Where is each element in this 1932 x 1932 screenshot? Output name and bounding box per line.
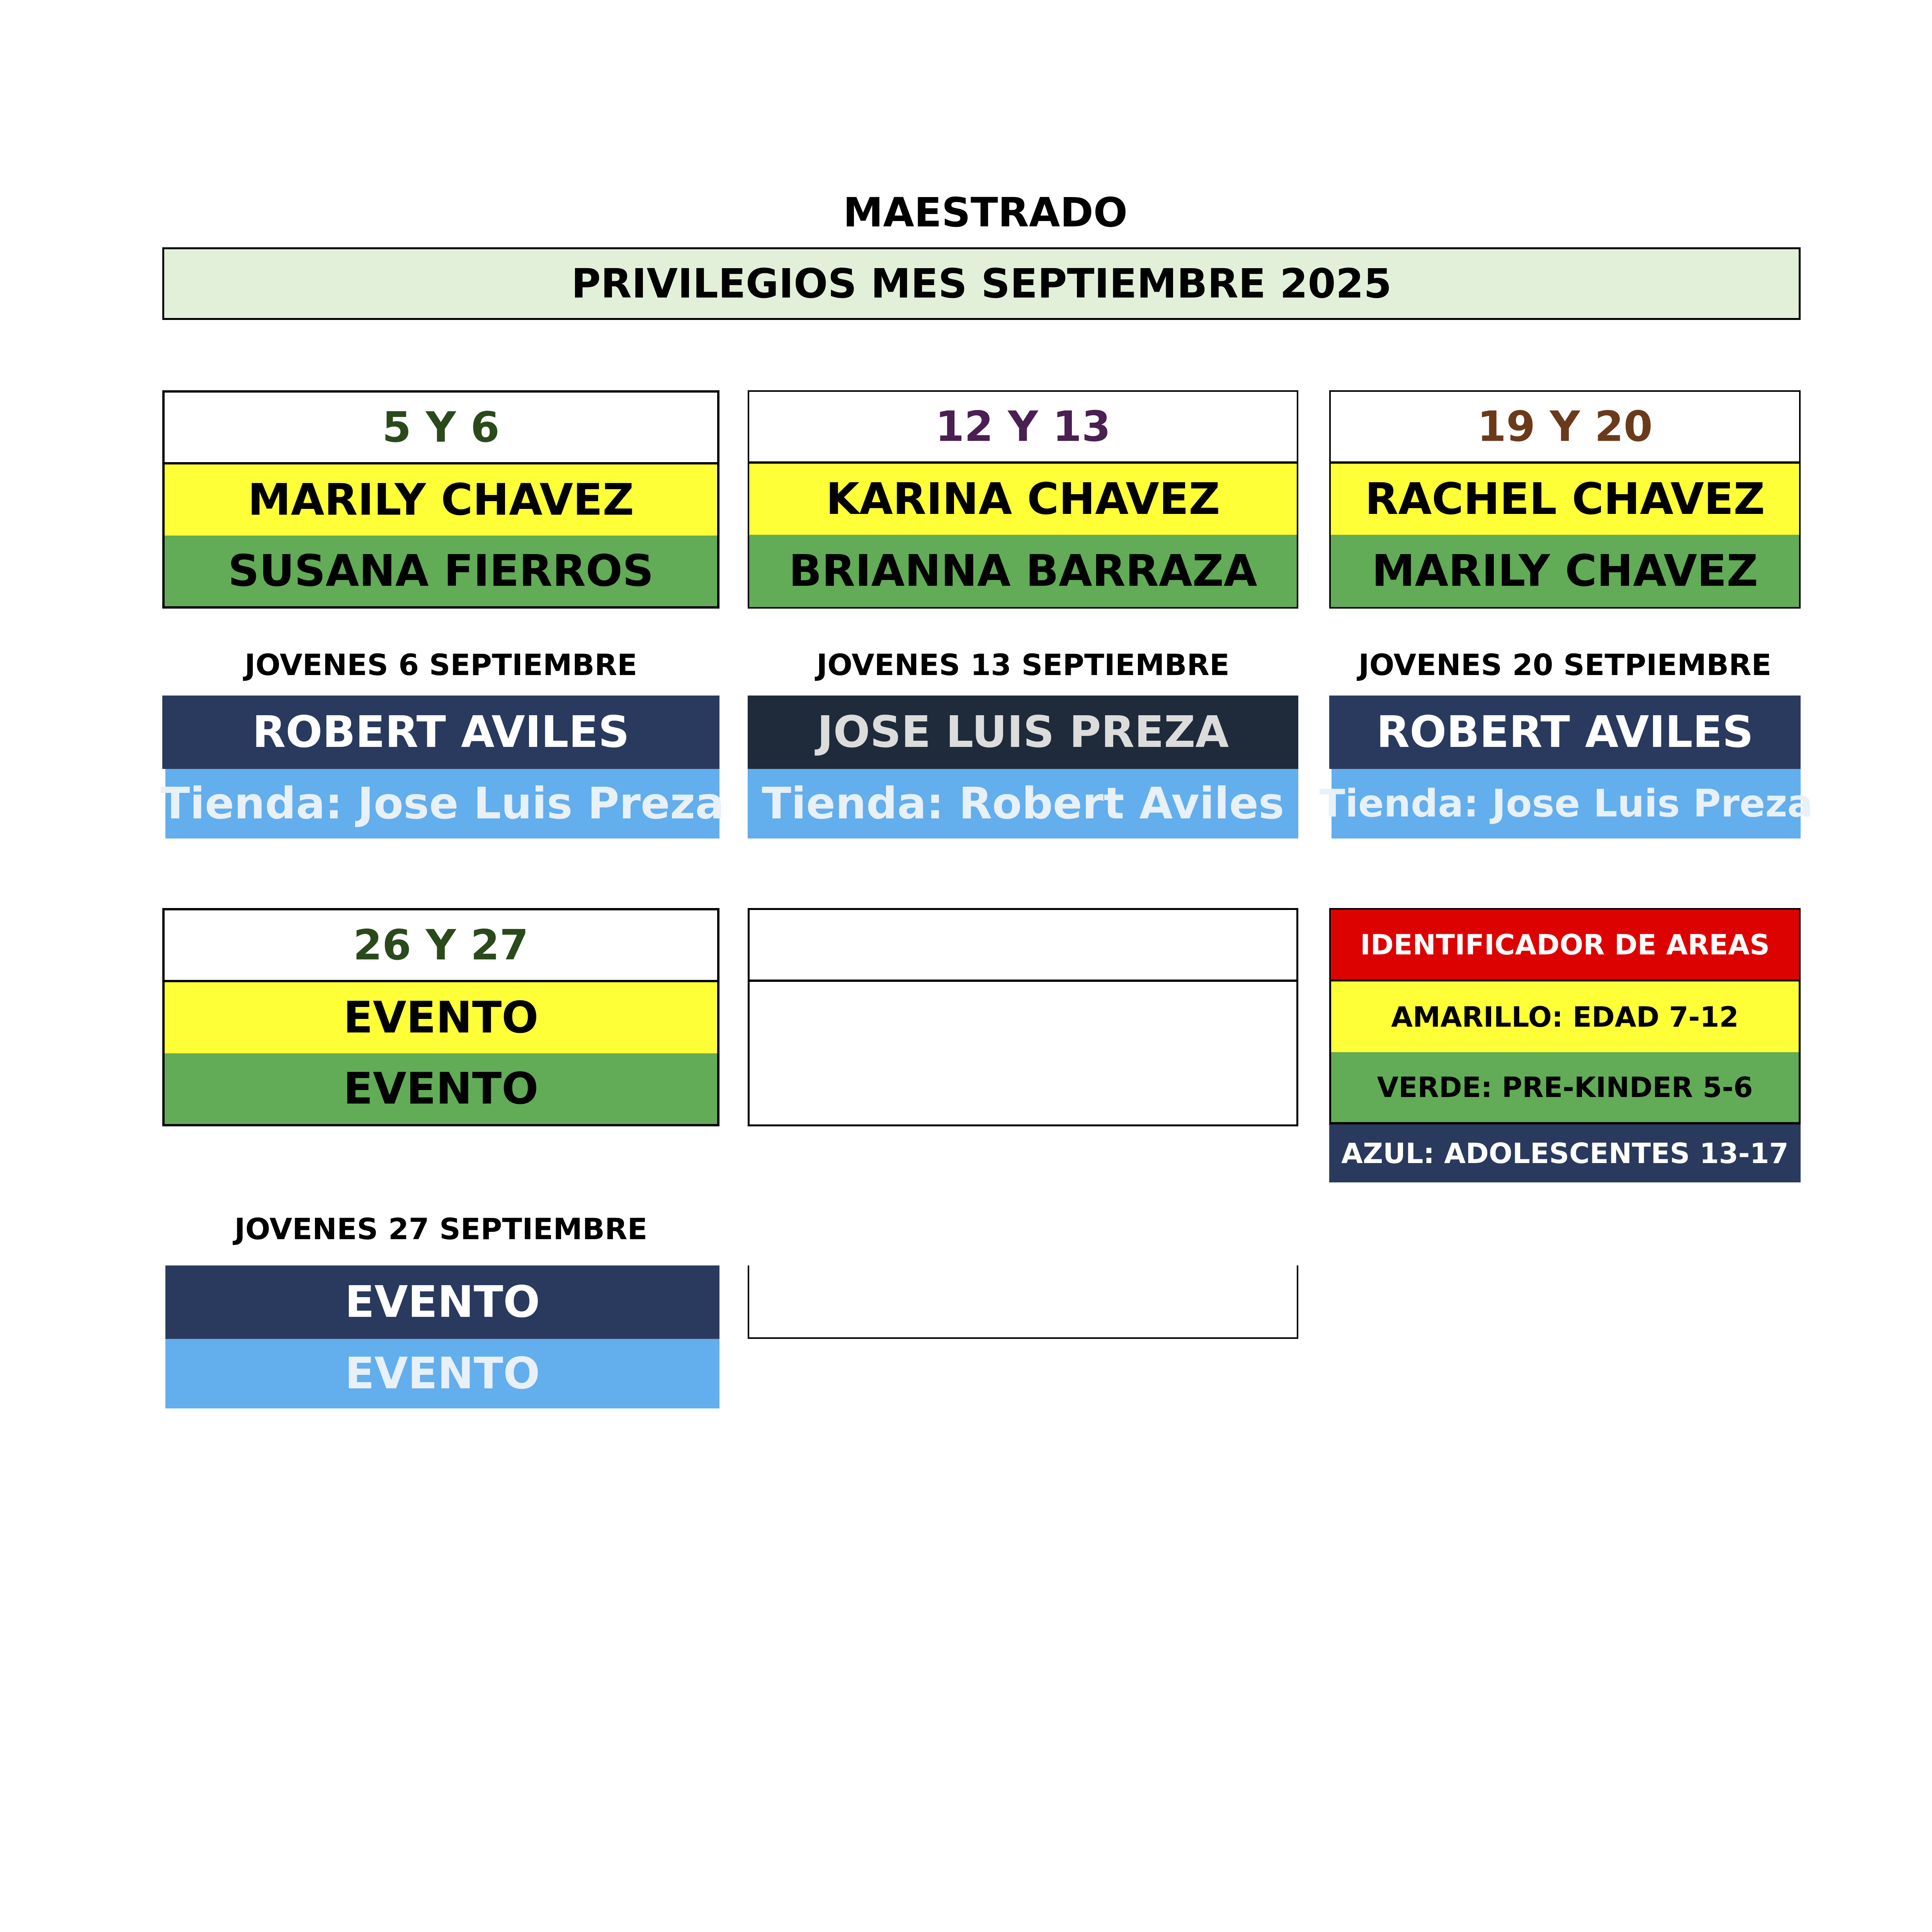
tienda-name: EVENTO [165, 1339, 719, 1408]
jovenes-name: ROBERT AVILES [1329, 696, 1801, 769]
jovenes-label: JOVENES 27 SEPTIEMBRE [234, 1211, 648, 1246]
tienda-name: Tienda: Robert Aviles [748, 769, 1298, 838]
week-dates: 26 Y 27 [165, 910, 717, 980]
yellow-area-name: KARINA CHAVEZ [749, 461, 1297, 535]
legend-blue: AZUL: ADOLESCENTES 13-17 [1329, 1124, 1801, 1182]
green-area-name: SUSANA FIERROS [165, 536, 717, 606]
empty-jovenes-block [748, 1265, 1298, 1339]
week-block-3 [1329, 390, 1801, 609]
legend-block [1329, 908, 1801, 1190]
month-banner: PRIVILEGIOS MES SEPTIEMBRE 2025 [162, 247, 1801, 320]
green-area-name: MARILY CHAVEZ [1331, 535, 1799, 607]
week-block-1 [162, 390, 719, 609]
jovenes-name: ROBERT AVILES [162, 696, 719, 769]
tienda-name: Tienda: Jose Luis Preza [1332, 769, 1801, 838]
jovenes-label: JOVENES 20 SETPIEMBRE [1358, 647, 1772, 682]
legend-green: VERDE: PRE-KINDER 5-6 [1329, 1052, 1801, 1124]
legend-yellow: AMARILLO: EDAD 7-12 [1329, 980, 1801, 1052]
yellow-area-name: MARILY CHAVEZ [165, 462, 717, 536]
green-area-name: EVENTO [165, 1053, 717, 1124]
yellow-area-name: EVENTO [165, 980, 717, 1053]
empty-block [748, 908, 1298, 1126]
week-block-2 [748, 390, 1298, 609]
jovenes-label: JOVENES 13 SEPTIEMBRE [816, 647, 1230, 682]
week-block-4 [162, 908, 719, 1126]
page-title: MAESTRADO [843, 189, 1128, 236]
jovenes-name: JOSE LUIS PREZA [748, 696, 1298, 769]
week-dates: 12 Y 13 [749, 392, 1297, 461]
week-dates: 19 Y 20 [1331, 392, 1799, 461]
week-dates: 5 Y 6 [165, 393, 717, 462]
jovenes-name: EVENTO [165, 1265, 719, 1339]
green-area-name: BRIANNA BARRAZA [749, 535, 1297, 607]
legend-title: IDENTIFICADOR DE AREAS [1329, 908, 1801, 980]
empty-divider [750, 980, 1296, 982]
yellow-area-name: RACHEL CHAVEZ [1331, 461, 1799, 535]
jovenes-label: JOVENES 6 SEPTIEMBRE [244, 647, 638, 682]
tienda-name: Tienda: Jose Luis Preza [165, 769, 719, 838]
